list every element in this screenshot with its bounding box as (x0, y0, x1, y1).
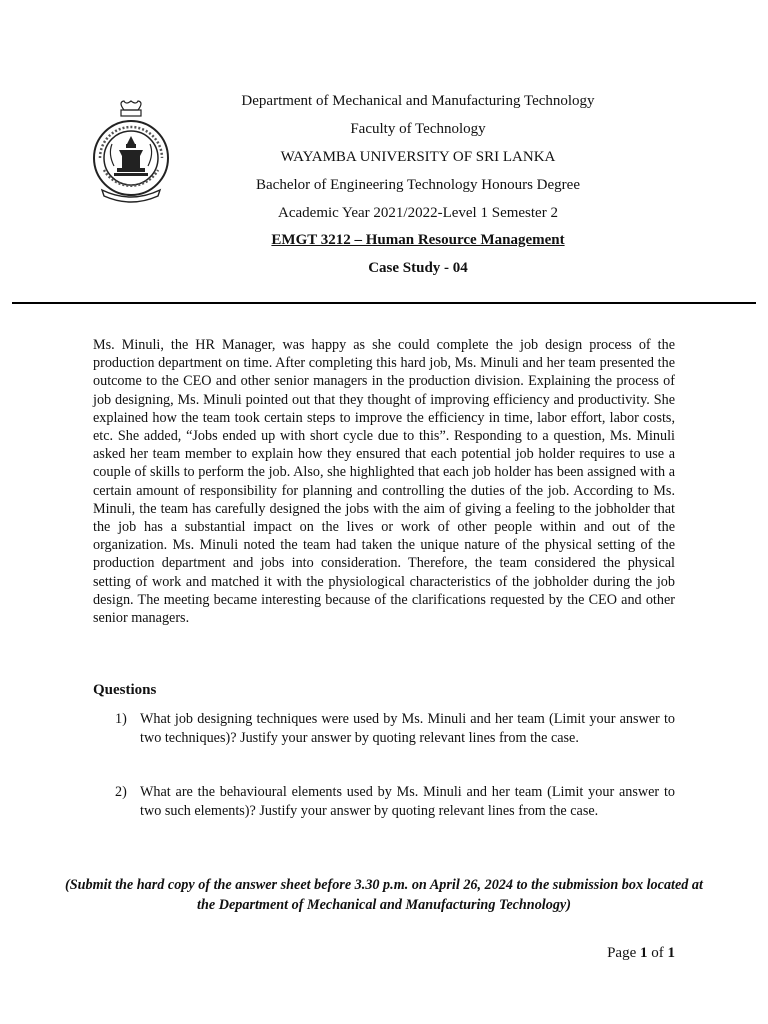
question-number: 1) (115, 711, 127, 727)
question-text: What are the behavioural elements used by Ms. Minuli and her team (Limit your answer to two such elements)? Justify your answer by quoting relevant lines from the case. (140, 784, 675, 819)
course-title: EMGT 3212 – Human Resource Management (271, 232, 565, 248)
of-word: of (651, 945, 664, 961)
question-text: What job designing techniques were used by Ms. Minuli and her team (Limit your answer to two techniques)? Justify your answer by quoting relevant lines from the case. (140, 711, 675, 746)
case-study-title: Case Study - 04 (368, 260, 468, 276)
question-number: 2) (115, 784, 127, 800)
page-total: 1 (667, 945, 675, 961)
academic-year: Academic Year 2021/2022-Level 1 Semester 2 (278, 205, 558, 221)
questions-heading: Questions (93, 682, 157, 698)
page-current: 1 (640, 945, 648, 961)
degree-name: Bachelor of Engineering Technology Honours Degree (256, 177, 580, 193)
page-footer (607, 945, 675, 962)
university-name: WAYAMBA UNIVERSITY OF SRI LANKA (280, 149, 556, 165)
page-word: Page (607, 945, 637, 961)
header-divider (12, 302, 756, 304)
department-name: Department of Mechanical and Manufacturing Technology (241, 93, 595, 109)
case-paragraph: Ms. Minuli, the HR Manager, was happy as she could complete the job design process of the production department on time. After completing this hard job, Ms. Minuli and her team presented the outcome to the CEO and other senior managers in the production division. Explaining the process of job designing, Ms. Minuli pointed out that they thought of improving efficiency and productivity. She explained how the team took certain steps to improve the efficiency in time, labor effort, labor costs, etc. She added, “Jobs ended up with short cycle due to this”. Responding to a question, Ms. Minuli asked her team member to explain how they ensured that each potential job holder requires to use a couple of skills to perform the job. Also, she highlighted that each job holder has been assigned with a certain amount of responsibility for planning and controlling the duties of the job. According to Ms. Minuli, the team has carefully designed the jobs with the aim of giving a feeling to the jobholder that the job has a substantial impact on the lives or work of other people within and out of the organization. Ms. Minuli noted the team had taken the unique nature of the physical setting of the production department and jobs into consideration. Therefore, the team considered the physical setting of work and matched it with the physiological characteristics of the jobholder during the job design. The meeting became interesting because of the clarifications requested by the CEO and other senior managers. (93, 337, 675, 627)
submission-note: (Submit the hard copy of the answer sheet before 3.30 p.m. on April 26, 2024 to the submission box located at the Department of Mechanical and Manufacturing Technology) (65, 877, 703, 913)
faculty-name: Faculty of Technology (350, 121, 486, 137)
